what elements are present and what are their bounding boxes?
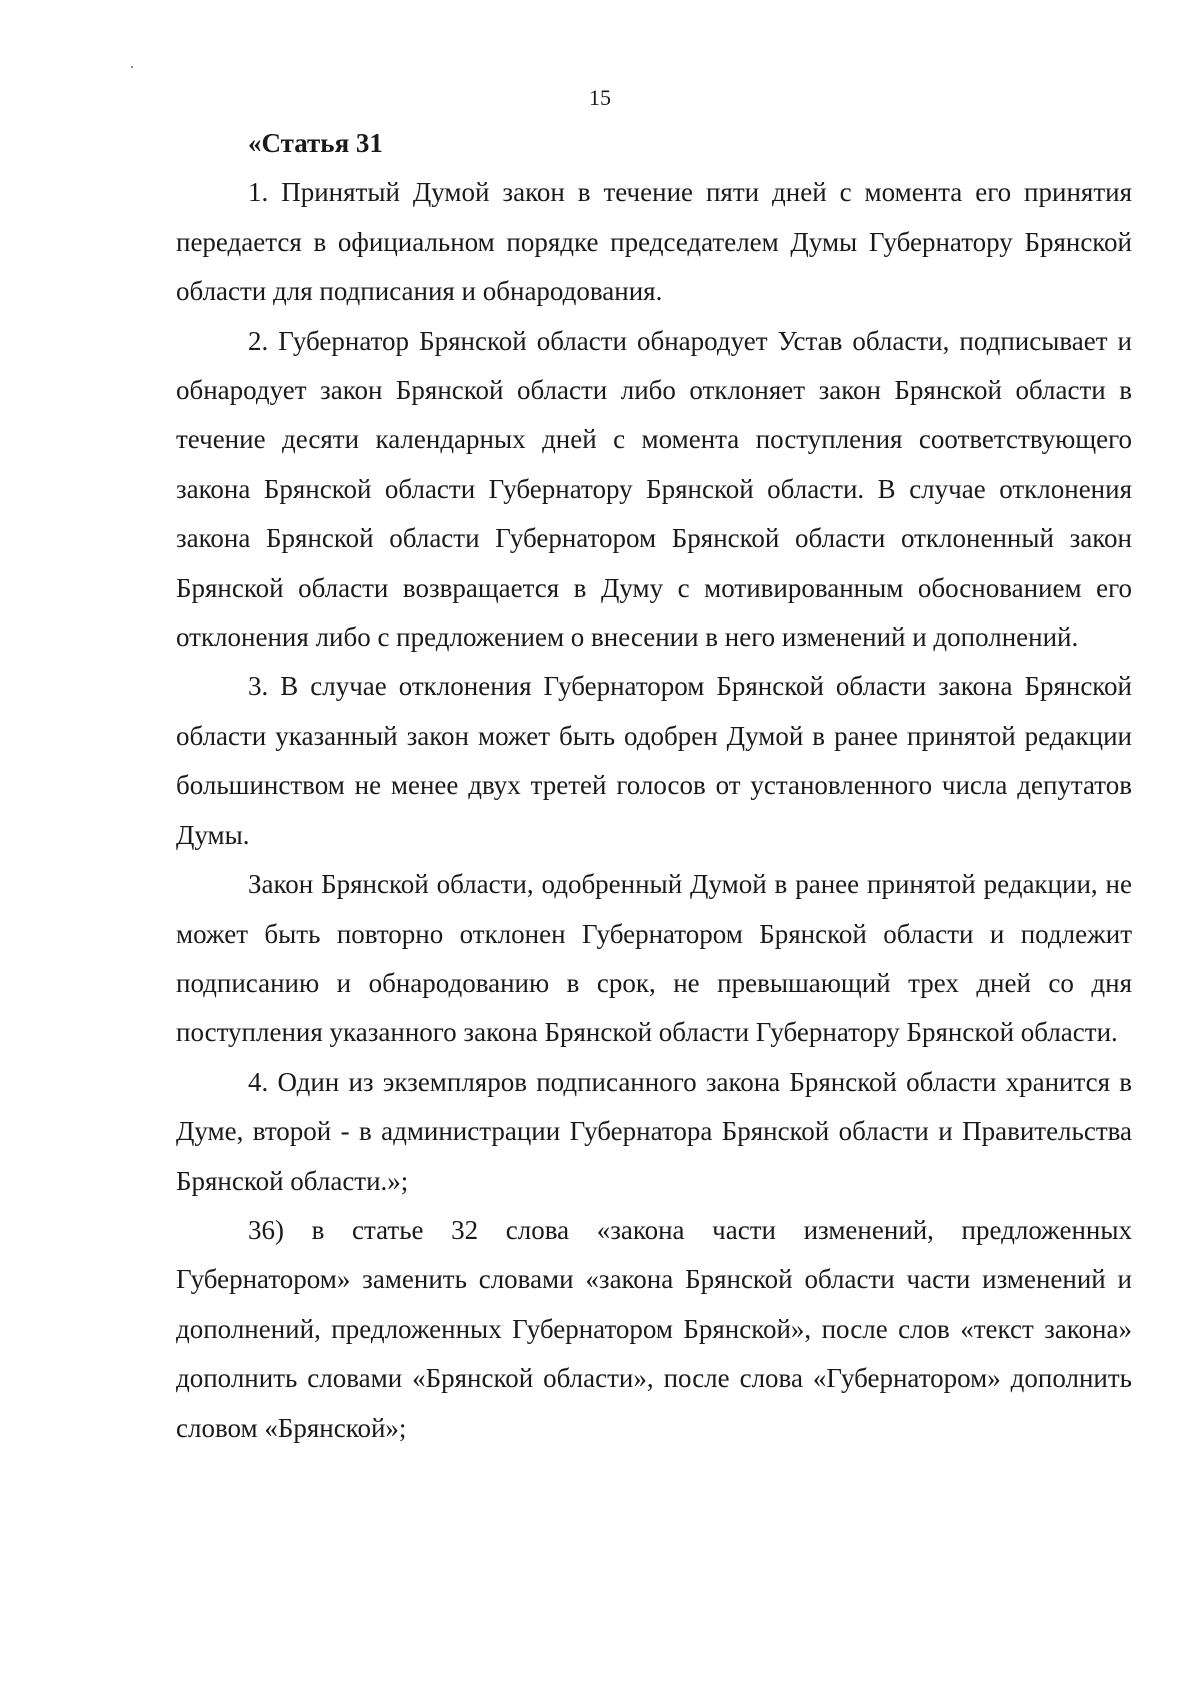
paragraph-2: 2. Губернатор Брянской области обнародует Устав области, подписывает и обнародует закон Брянской области либо отклоняет закон Брянской области в течение десяти календарных дней с момента поступления соответствующего закона Брянской области Губернатору Брянской области. В случае отклонения закона Брянской области Губернатором Брянской области отклоненный закон Брянской области возвращается в Думу с мотивированным обоснованием его отклонения либо с предложением о внесении в него изменений и дополнений. [176, 325, 1132, 653]
paragraph-1: 1. Принятый Думой закон в течение пяти дней с момента его принятия передается в официальном порядке председателем Думы Губернатору Брянской области для подписания и обнародования. [176, 177, 1132, 307]
article-body [176, 119, 1132, 1453]
paragraph-4: 4. Один из экземпляров подписанного закона Брянской области хранится в Думе, второй - в администрации Губернатора Брянской области и Правительства Брянской области.»; [176, 1066, 1132, 1196]
paragraph-3-continuation: Закон Брянской области, одобренный Думой в ранее принятой редакции, не может быть повторно отклонен Губернатором Брянской области и подлежит подписанию и обнародованию в срок, не превышающий трех дней со дня поступления указанного закона Брянской области Губернатору Брянской области. [176, 869, 1132, 1048]
paragraph-3: 3. В случае отклонения Губернатором Брянской области закона Брянской области указанный закон может быть одобрен Думой в ранее принятой редакции большинством не менее двух третей голосов от установленного числа депутатов Думы. [176, 671, 1132, 850]
page-number: 15 [589, 85, 611, 110]
article-heading: «Статья 31 [248, 128, 383, 158]
scan-speck [131, 66, 133, 68]
paragraph-amendment-36: 36) в статье 32 слова «закона части изменений, предложенных Губернатором» заменить словами «закона Брянской области части изменений и дополнений, предложенных Губернатором Брянской», после слов «текст закона» дополнить словами «Брянской области», после слова «Губернатором» дополнить словом «Брянской»; [176, 1214, 1132, 1443]
